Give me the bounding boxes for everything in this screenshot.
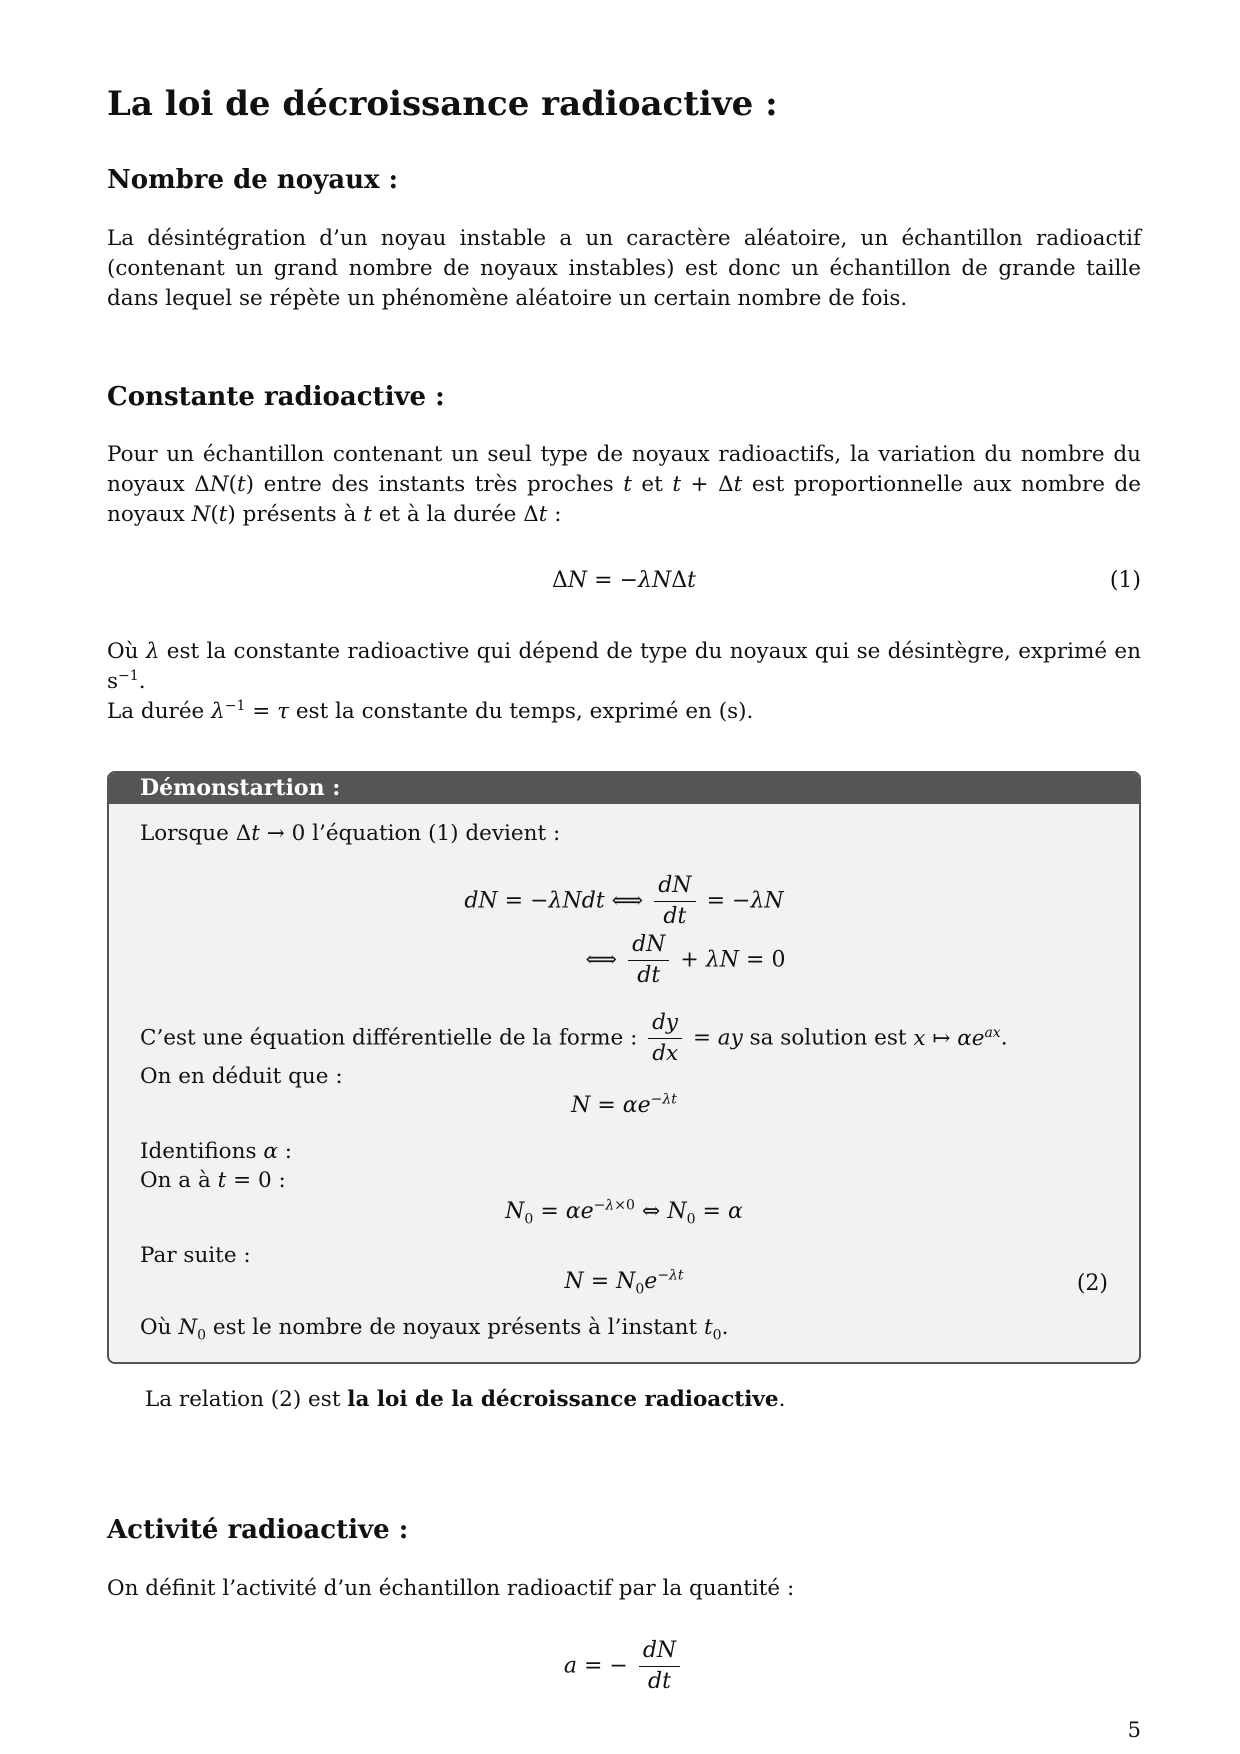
demo-line-4: Identifions α : [140, 1139, 292, 1164]
demo-line-2: C’est une équation différentielle de la forme : $\frac{dy}{dx}$ = ay sa solution est x ↦ $\alpha e^{ax}$. [140, 1010, 1008, 1066]
paragraph-lambda: Où λ est la constante radioactive qui dépend de type du noyaux qui se désintègre, exprimé en $s^{-1}$. La durée $\lambda^{-1} = \tau$ est la constante du temps, exprimé en (s). [107, 639, 1141, 724]
demo-line-6: Par suite : [140, 1243, 251, 1268]
equation-1-number: (1) [1109, 568, 1141, 593]
paragraph-constante: Pour un échantillon contenant un seul type de noyaux radioactifs, la variation du nombre du noyaux ΔN(t) entre des instants très proches t et t + Δt est proportionnelle aux nombre de noyaux N(t) présents à t et à la durée Δt : [107, 442, 1141, 527]
demonstration-title: Démonstartion : [109, 773, 1139, 804]
demo-line-3: On en déduit que : [140, 1064, 343, 1089]
equation-2-number: (2) [1076, 1271, 1108, 1296]
equation-2: $N = N_0e^{-\lambda t}$ [564, 1267, 684, 1298]
demo-equation-b: ⟺ $\frac{dN}{dt}$ + λN = 0 [585, 932, 786, 988]
equation-1: ΔN = −λNΔt [552, 568, 696, 593]
heading-nombre-de-noyaux: Nombre de noyaux : [107, 165, 399, 195]
page-title: La loi de décroissance radioactive : [107, 84, 778, 124]
heading-constante-radioactive: Constante radioactive : [107, 382, 445, 412]
demo-line-1: Lorsque Δt → 0 l’équation (1) devient : [140, 821, 561, 846]
relation-bold: la loi de la décroissance radioactive [347, 1387, 779, 1412]
paragraph-noyaux: La désintégration d’un noyau instable a un caractère aléatoire, un échantillon radioactif (contenant un grand nombre de noyaux instables) est donc un échantillon de grande taille dans lequel se répète un phénomène aléatoire un certain nombre de fois. [107, 226, 1141, 311]
demo-equation-a: dN = −λNdt ⟺ $\frac{dN}{dt}$ = −λN [464, 873, 784, 929]
demo-equation-c: $N = \alpha e^{-\lambda t}$ [571, 1091, 677, 1118]
demo-line-7: Où $N_0$ est le nombre de noyaux présents à l’instant $t_0$. [140, 1315, 729, 1344]
page [107, 0, 1141, 1754]
heading-activite-radioactive: Activité radioactive : [107, 1515, 409, 1545]
demo-line-5: On a à t = 0 : [140, 1168, 286, 1193]
paragraph-activite: On définit l’activité d’un échantillon radioactif par la quantité : [107, 1576, 795, 1601]
equation-activity: a = − $\frac{dN}{dt}$ [107, 1636, 1141, 1697]
paragraph-relation: La relation (2) est la loi de la décroissance radioactive. [145, 1387, 786, 1412]
demo-equation-d: $N_0 = \alpha e^{-\lambda\times 0}$ ⇔ $N_0 = \alpha$ [505, 1197, 743, 1228]
demonstration-box [107, 771, 1141, 1364]
page-number: 5 [1127, 1718, 1141, 1742]
math-delta-n-t: ΔN(t) [194, 472, 255, 497]
